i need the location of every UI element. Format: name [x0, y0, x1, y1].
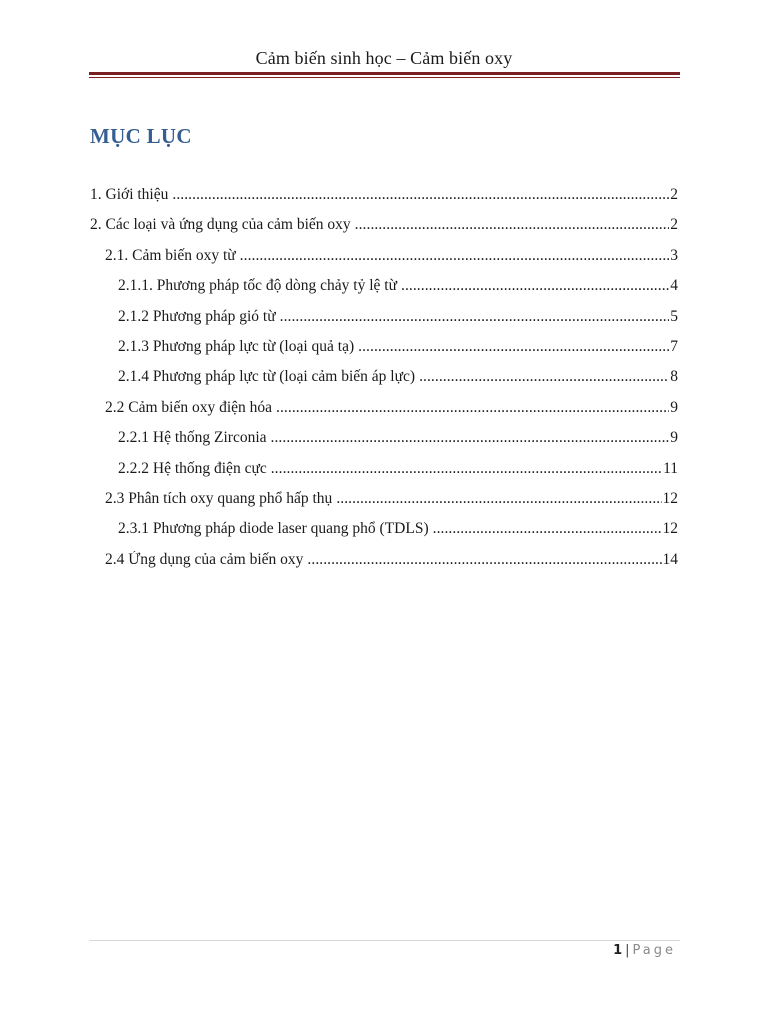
toc-entry-title: 2.1.3 Phương pháp lực từ (loại quả tạ): [118, 337, 355, 355]
toc-entry-title: 2.1.1. Phương pháp tốc độ dòng chảy tỷ lệ từ: [118, 277, 397, 295]
toc-entry-page: 7: [670, 337, 678, 355]
toc-entry-title: 1. Giới thiệu: [90, 186, 169, 203]
toc-entry[interactable]: [90, 429, 678, 459]
toc-dot-leader: [355, 216, 670, 234]
toc-entry-title: 2.4 Ứng dụng của cảm biến oxy: [105, 550, 304, 568]
toc-heading: MỤC LỤC: [90, 124, 192, 148]
toc-entry[interactable]: [90, 186, 678, 216]
toc-entry[interactable]: [90, 368, 678, 398]
toc-entry-page: 2: [670, 186, 678, 203]
toc-entry-page: 3: [670, 246, 678, 264]
toc-entry[interactable]: [90, 520, 678, 550]
toc-entry-title: 2.1. Cảm biến oxy từ: [105, 246, 236, 264]
toc-dot-leader: [280, 308, 670, 326]
toc-entry[interactable]: [90, 460, 678, 490]
toc-entry-title: 2.3.1 Phương pháp diode laser quang phổ (TDLS): [118, 520, 429, 538]
page-footer: [613, 943, 676, 958]
toc-dot-leader: [276, 399, 669, 417]
toc-entry[interactable]: [90, 216, 678, 246]
table-of-contents: [90, 186, 678, 581]
toc-entry[interactable]: [90, 308, 678, 338]
toc-dot-leader: [419, 368, 669, 386]
toc-dot-leader: [433, 520, 662, 538]
toc-entry-title: 2. Các loại và ứng dụng của cảm biến oxy: [90, 216, 351, 234]
toc-dot-leader: [336, 490, 661, 508]
toc-entry-page: 2: [670, 216, 678, 234]
toc-entry[interactable]: [90, 399, 678, 429]
toc-dot-leader: [358, 338, 669, 356]
toc-entry[interactable]: [90, 551, 678, 581]
toc-entry-title: 2.1.4 Phương pháp lực từ (loại cảm biến áp lực): [118, 368, 416, 386]
toc-entry[interactable]: [90, 490, 678, 520]
toc-entry-title: 2.1.2 Phương pháp gió từ: [118, 307, 276, 325]
toc-entry-title: 2.3 Phân tích oxy quang phổ hấp thụ: [105, 489, 333, 507]
footer-rule: [89, 940, 680, 941]
toc-dot-leader: [172, 186, 669, 204]
page-word: Page: [632, 943, 676, 958]
toc-entry[interactable]: [90, 277, 678, 307]
toc-entry-page: 5: [670, 307, 678, 325]
toc-entry[interactable]: [90, 338, 678, 368]
header-rule-thick: [89, 72, 680, 75]
toc-entry-title: 2.2 Cảm biến oxy điện hóa: [105, 398, 273, 416]
toc-entry-page: 8: [670, 368, 678, 386]
toc-entry-page: 9: [670, 429, 678, 447]
toc-dot-leader: [240, 247, 670, 265]
toc-entry-page: 12: [662, 520, 678, 538]
toc-entry-page: 9: [670, 398, 678, 416]
toc-entry-page: 14: [662, 550, 678, 568]
toc-dot-leader: [271, 429, 670, 447]
header-rule-thin: [89, 77, 680, 78]
toc-entry-title: 2.2.1 Hệ thống Zirconia: [118, 429, 267, 447]
toc-entry-page: 11: [663, 459, 678, 477]
footer-separator: |: [625, 943, 630, 958]
toc-dot-leader: [401, 277, 669, 295]
running-header: Cảm biến sinh học – Cảm biến oxy: [255, 48, 513, 68]
toc-entry-title: 2.2.2 Hệ thống điện cực: [118, 459, 267, 477]
toc-entry-page: 12: [662, 489, 678, 507]
toc-entry-page: 4: [670, 277, 678, 295]
toc-entry[interactable]: [90, 247, 678, 277]
page-number: 1: [613, 943, 623, 958]
toc-dot-leader: [307, 551, 661, 569]
toc-dot-leader: [271, 460, 662, 478]
